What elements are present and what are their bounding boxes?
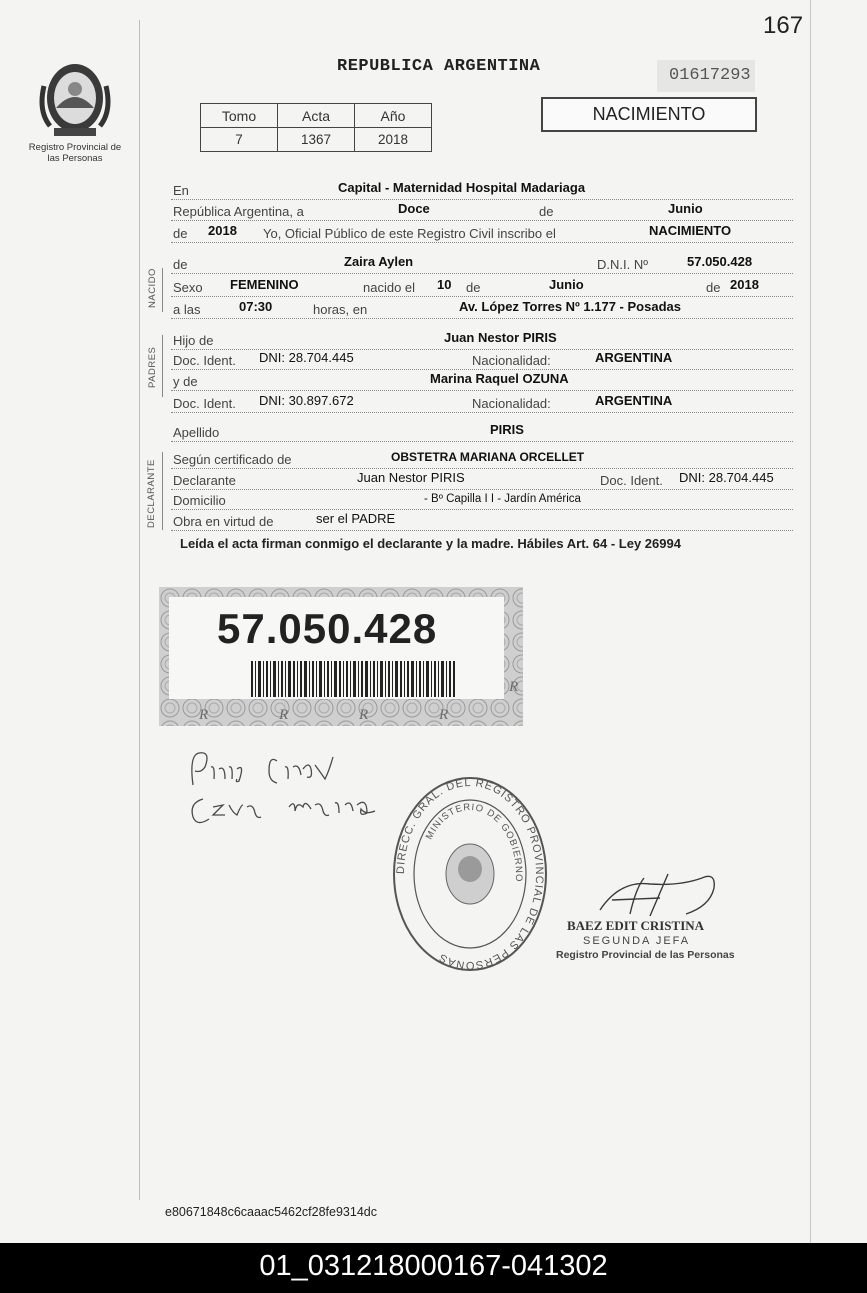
parents-signature-icon xyxy=(185,745,400,837)
header-ano: Año xyxy=(355,104,432,128)
value-obra: ser el PADRE xyxy=(316,511,396,526)
left-margin-line xyxy=(139,20,140,1200)
label-republica: República Argentina, a xyxy=(173,204,304,219)
value-decl-doc: DNI: 28.704.445 xyxy=(679,470,774,485)
right-margin-line xyxy=(810,0,811,1243)
value-domicilio: - Bº Capilla I I - Jardín América xyxy=(424,493,581,505)
nacido-bar xyxy=(162,268,163,312)
side-label-declarante: DECLARANTE xyxy=(146,459,157,528)
declarante-bar xyxy=(162,452,163,530)
label-en: En xyxy=(173,183,189,198)
pattern-letter: R xyxy=(199,707,209,723)
pattern-letter: R xyxy=(439,707,449,723)
value-mother: Marina Raquel OZUNA xyxy=(430,371,569,386)
pattern-letter: R xyxy=(509,679,519,695)
label-sexo: Sexo xyxy=(173,280,203,295)
line-father-doc xyxy=(171,347,793,370)
label-alas: a las xyxy=(173,302,201,317)
value-dni: 57.050.428 xyxy=(687,254,753,269)
line-officer xyxy=(171,220,793,243)
label-father-nat: Nacionalidad: xyxy=(472,353,551,368)
value-apellido: PIRIS xyxy=(490,422,524,437)
label-de2: de xyxy=(173,226,188,241)
line-time-place xyxy=(171,296,793,319)
official-organization: Registro Provincial de las Personas xyxy=(556,949,735,961)
label-mother-nat: Nacionalidad: xyxy=(472,396,551,411)
seal-outer-text: DIRECC. GRAL. DEL REGISTRO PROVINCIAL DE LAS PERSONAS xyxy=(394,776,546,972)
value-acta: 1367 xyxy=(278,128,355,152)
value-declarante: Juan Nestor PIRIS xyxy=(357,470,465,485)
label-officer: Yo, Oficial Público de este Registro Civil inscribo el xyxy=(263,226,556,241)
value-birth-month: Junio xyxy=(549,277,584,292)
label-y-de: y de xyxy=(173,374,198,389)
value-act-kind: NACIMIENTO xyxy=(649,223,732,238)
closing-statement: Leída el acta firman conmigo el declarante y la madre. Hábiles Art. 64 - Ley 26994 xyxy=(180,536,681,551)
document-hash: e80671848c6caaac5462cf28fe9314dc xyxy=(165,1205,377,1219)
label-dni: D.N.I. Nº xyxy=(597,257,648,272)
label-hijo-de: Hijo de xyxy=(173,333,214,348)
value-birth-day: 10 xyxy=(437,277,452,292)
value-sexo: FEMENINO xyxy=(230,277,299,292)
registry-caption: Registro Provincial de las Personas xyxy=(28,142,122,164)
label-domicilio: Domicilio xyxy=(173,493,226,508)
pattern-letter: R xyxy=(359,707,369,723)
value-day: Doce xyxy=(398,201,430,216)
line-apellido xyxy=(171,419,793,442)
padres-bar xyxy=(162,335,163,397)
dni-card-number: 57.050.428 xyxy=(217,605,438,652)
line-obra xyxy=(171,508,793,531)
page-number: 167 xyxy=(763,12,804,39)
label-mother-doc: Doc. Ident. xyxy=(173,396,236,411)
label-name: de xyxy=(173,257,188,272)
value-place: Capital - Maternidad Hospital Madariaga xyxy=(338,180,586,195)
province-emblem-icon xyxy=(36,56,114,138)
value-mother-nat: ARGENTINA xyxy=(595,393,673,408)
footer-code: 01_031218000167-041302 xyxy=(0,1243,867,1293)
pattern-letter: R xyxy=(279,707,289,723)
line-name xyxy=(171,251,793,274)
barcode-icon xyxy=(251,661,455,697)
record-table xyxy=(200,103,432,152)
value-month: Junio xyxy=(668,201,703,216)
label-obra: Obra en virtud de xyxy=(173,514,274,529)
line-cert xyxy=(171,446,793,469)
label-horas: horas, en xyxy=(313,302,368,317)
value-birth-year: 2018 xyxy=(730,277,759,292)
side-label-nacido: NACIDO xyxy=(147,268,158,308)
dni-card xyxy=(159,587,523,726)
value-tomo: 7 xyxy=(201,128,278,152)
line-sex-birth xyxy=(171,274,793,297)
label-father-doc: Doc. Ident. xyxy=(173,353,236,368)
line-mother xyxy=(171,368,793,391)
line-date xyxy=(171,198,793,221)
label-declarante: Declarante xyxy=(173,473,236,488)
value-mother-doc: DNI: 30.897.672 xyxy=(259,393,354,408)
official-seal-icon xyxy=(391,775,549,973)
value-cert: OBSTETRA MARIANA ORCELLET xyxy=(391,450,585,464)
value-year: 2018 xyxy=(208,223,237,238)
label-de-year: de xyxy=(706,280,721,295)
document-type-box: NACIMIENTO xyxy=(541,97,757,132)
label-de-month: de xyxy=(466,280,481,295)
header-tomo: Tomo xyxy=(201,104,278,128)
value-name: Zaira Aylen xyxy=(344,254,414,269)
line-mother-doc xyxy=(171,390,793,413)
seal-inner-text: MINISTERIO DE GOBIERNO xyxy=(423,801,525,883)
label-decl-doc: Doc. Ident. xyxy=(600,473,663,488)
value-birth-place: Av. López Torres Nº 1.177 - Posadas xyxy=(459,299,681,314)
value-father-doc: DNI: 28.704.445 xyxy=(259,350,354,365)
side-label-padres: PADRES xyxy=(147,346,158,388)
value-father-nat: ARGENTINA xyxy=(595,350,673,365)
value-ano: 2018 xyxy=(355,128,432,152)
official-role: SEGUNDA JEFA xyxy=(583,935,691,947)
label-cert: Según certificado de xyxy=(173,452,292,467)
label-de: de xyxy=(539,204,554,219)
serial-number: 01617293 xyxy=(657,60,755,92)
official-name: BAEZ EDIT CRISTINA xyxy=(567,918,705,933)
line-domicilio xyxy=(171,487,793,510)
header-acta: Acta xyxy=(278,104,355,128)
label-apellido: Apellido xyxy=(173,425,220,440)
dni-card-inner xyxy=(169,597,504,699)
value-time: 07:30 xyxy=(239,299,273,314)
document-title: REPUBLICA ARGENTINA xyxy=(337,57,541,76)
official-signature-icon xyxy=(590,870,720,922)
value-father: Juan Nestor PIRIS xyxy=(444,330,557,345)
line-place xyxy=(171,177,793,200)
label-nacido-el: nacido el xyxy=(363,280,416,295)
